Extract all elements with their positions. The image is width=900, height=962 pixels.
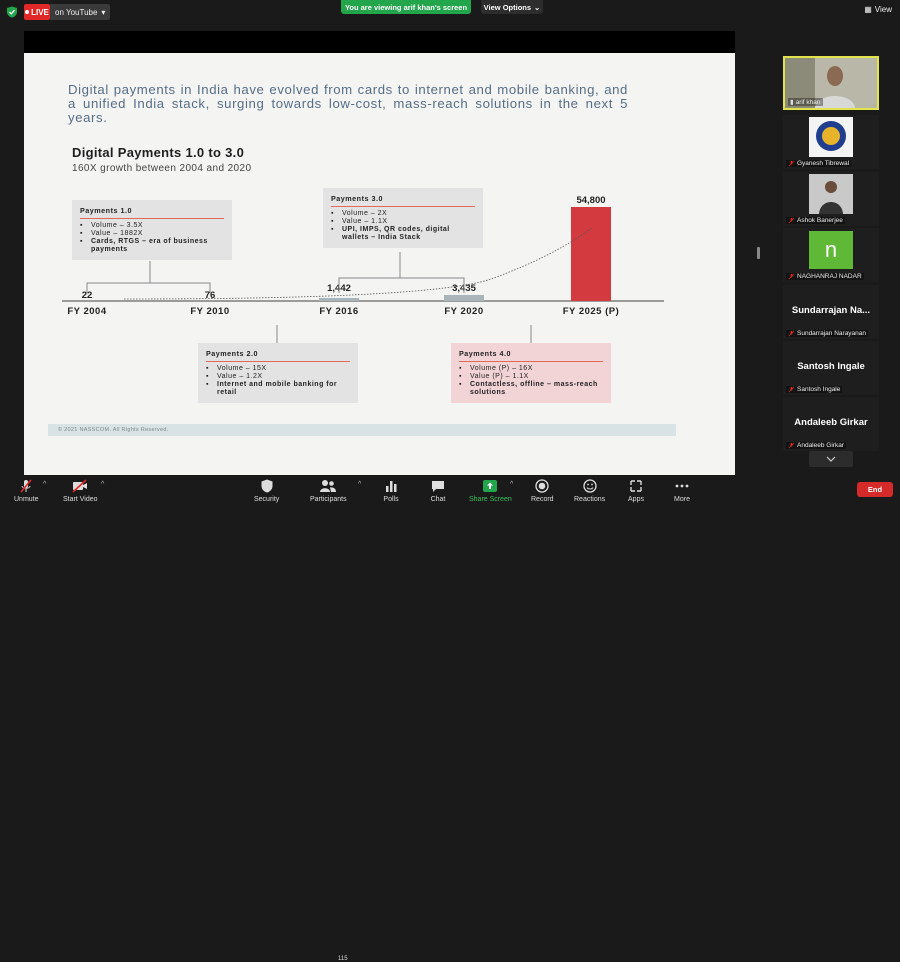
participant-name: Santosh Ingale [797,386,841,393]
caret-down-icon: ▾ [101,7,106,17]
polls-icon [383,478,399,494]
participant-name-label [786,217,845,224]
chat-icon [430,478,446,494]
payments-box-item-text: UPI, IMPS, QR codes, digital wallets – India Stack [342,226,450,241]
bullet-icon: ▪ [331,226,334,233]
value-label: 54,800 [576,195,606,206]
bullet-icon: ▪ [80,222,83,229]
apps-button[interactable] [628,478,644,503]
reactions-label: Reactions [574,496,606,503]
share-screen-label: Share Screen [469,496,512,503]
participants-options-caret[interactable]: ^ [358,481,362,488]
stream-label: on YouTube [55,7,98,17]
participant-tile[interactable] [783,341,879,395]
payments-box-item [331,210,475,218]
category-label: FY 2025 (P) [562,306,620,317]
youtube-stream-dropdown[interactable] [50,4,110,20]
mic-muted-icon [788,217,795,224]
meeting-toolbar [0,475,900,962]
payments-box-2 [198,343,358,403]
payments-box-item [459,373,603,381]
payments-box-4 [451,343,611,403]
pin-icon: ▮ [790,99,794,106]
unmute-label: Unmute [14,496,39,503]
participant-name-label [786,330,868,337]
unmute-button[interactable] [14,478,39,503]
value-label: 76 [204,290,216,301]
start-video-button[interactable] [63,478,98,503]
chart-subtitle: 160X growth between 2004 and 2020 [72,163,252,174]
participant-name-label [786,386,842,393]
bullet-icon: ▪ [206,373,209,380]
payments-box-item [206,381,350,397]
chat-label: Chat [430,496,446,503]
more-dots-icon [674,478,690,494]
polls-button[interactable] [383,478,399,503]
payments-box-item [331,218,475,226]
bullet-icon: ▪ [206,381,209,388]
participant-name-label [788,98,823,106]
payments-box-item-text: Cards, RTGS – era of business payments [91,238,208,253]
connector-line [150,283,210,293]
slide-footer: © 2021 NASSCOM. All Rights Reserved. [48,424,676,436]
mic-muted-icon [788,330,795,337]
view-button[interactable] [864,5,892,14]
participant-name: Andaleeb Girkar [797,442,844,449]
participant-name: Sundarrajan Narayanan [797,330,867,337]
live-badge[interactable] [24,4,50,20]
bullet-icon: ▪ [80,230,83,237]
divider [331,206,475,207]
shield-check-icon[interactable] [6,6,18,18]
participants-count: 115 [338,956,348,962]
grid-icon: ▦ [864,5,872,14]
payments-box-item-text: Volume – 2X [342,210,388,217]
participant-name-label [786,160,851,167]
category-label: FY 2016 [319,306,359,317]
gallery-resize-handle[interactable] [757,247,760,259]
presentation-slide [24,53,735,483]
gallery-scroll-down-button[interactable] [809,451,853,467]
reactions-button[interactable] [574,478,605,503]
bullet-icon: ▪ [459,365,462,372]
participant-name: Gyanesh Tibrewal [797,160,850,167]
participant-name: Ashok Banerjee [797,217,843,224]
viewing-screen-banner: You are viewing arif khan's screen [341,0,471,14]
apps-label: Apps [628,496,644,503]
category-label: FY 2020 [444,306,484,317]
payments-box-item [80,230,224,238]
participant-display-name: Santosh Ingale [797,361,865,372]
value-label: 3,435 [452,283,476,294]
participant-tile[interactable] [783,397,879,451]
participant-display-name: Andaleeb Girkar [794,417,868,428]
divider [206,361,350,362]
participant-tile[interactable] [783,172,879,226]
record-label: Record [531,496,554,503]
live-label: LIVE [31,7,49,17]
video-options-caret[interactable]: ^ [101,481,105,488]
smiley-icon [582,478,598,494]
participant-name-label [786,442,846,449]
mic-muted-icon [788,273,795,280]
video-off-icon [71,478,89,494]
payments-box-item-text: Value – 1.1X [342,218,388,225]
polls-label: Polls [383,496,399,503]
payments-box-item-text: Value – 1.2X [217,373,263,380]
bullet-icon: ▪ [459,373,462,380]
category-label: FY 2004 [67,306,107,317]
mic-muted-icon [18,478,34,494]
value-label: 22 [81,290,93,301]
divider [80,218,224,219]
share-screen-button[interactable] [469,478,512,503]
participant-tile[interactable] [783,56,879,110]
security-label: Security [254,496,280,503]
bullet-icon: ▪ [459,381,462,388]
payments-box-title: Payments 1.0 [80,206,132,215]
participant-avatar: n [809,231,853,269]
participant-tile[interactable] [783,115,879,169]
category-label: FY 2010 [190,306,230,317]
mic-muted-icon [788,442,795,449]
end-meeting-button[interactable]: End [857,482,893,497]
payments-box-item-text: Value – 1882X [91,230,143,237]
payments-box-item-text: Value (P) – 1.1X [470,373,529,380]
payments-box-item-text: Contactless, offline – mass-reach solutions [470,381,598,396]
payments-box-item-text: Internet and mobile banking for retail [217,381,338,396]
participant-name: arif khan [795,98,821,106]
shared-screen [24,31,735,475]
start-video-label: Start Video [63,496,98,503]
bullet-icon: ▪ [206,365,209,372]
participants-icon [319,478,337,494]
share-options-caret[interactable]: ^ [510,481,514,488]
bar-fy-2016 [319,298,359,301]
chat-button[interactable] [430,478,446,503]
payments-chart [24,53,735,483]
payments-box-item [331,226,475,242]
more-label: More [674,496,690,503]
view-label: View [874,5,892,14]
payments-box-1 [72,200,232,260]
security-button[interactable] [254,478,279,503]
slide-headline: Digital payments in India have evolved from cards to internet and mobile banking, and a unified India stack, surging towards low-cost, mass-reach solutions in the next 5 years. [68,82,628,125]
payments-box-item [80,222,224,230]
payments-box-item-text: Volume – 15X [217,365,267,372]
more-button[interactable] [674,478,690,503]
payments-box-3 [323,188,483,248]
bullet-icon: ▪ [331,218,334,225]
payments-box-item [459,381,603,397]
live-dot-icon [25,10,29,14]
audio-options-caret[interactable]: ^ [43,481,47,488]
payments-box-title: Payments 3.0 [331,194,383,203]
participant-name-label [786,273,864,280]
payments-box-item [206,365,350,373]
mic-muted-icon [788,386,795,393]
bar-fy-2020 [444,295,484,301]
participant-name: NAGHANRAJ NADAR [797,273,862,280]
chart-title: Digital Payments 1.0 to 3.0 [72,145,245,160]
chevron-down-icon [826,456,836,462]
payments-box-item-text: Volume (P) – 16X [470,365,533,372]
participant-tile[interactable] [783,285,879,339]
share-screen-icon [482,478,498,494]
apps-icon [628,478,644,494]
bullet-icon: ▪ [331,210,334,217]
view-options-button[interactable] [481,0,543,14]
value-label: 1,442 [327,283,351,294]
divider [459,361,603,362]
payments-box-item [80,238,224,254]
record-button[interactable] [531,478,554,503]
payments-box-item [459,365,603,373]
view-options-label: View Options [483,2,532,12]
payments-box-item-text: Volume – 3.5X [91,222,144,229]
record-icon [534,478,550,494]
payments-box-item [206,373,350,381]
chevron-down-icon: ⌄ [534,2,541,12]
shield-icon [259,478,275,494]
participants-label: Participants [310,496,347,503]
bar-fy-2025-p- [571,207,611,301]
payments-box-title: Payments 2.0 [206,349,258,358]
bullet-icon: ▪ [80,238,83,245]
participant-display-name: Sundarrajan Na... [791,305,871,316]
mic-muted-icon [788,160,795,167]
participant-tile[interactable] [783,228,879,282]
participants-button[interactable] [310,478,347,503]
payments-box-title: Payments 4.0 [459,349,511,358]
connector-line [87,261,150,293]
